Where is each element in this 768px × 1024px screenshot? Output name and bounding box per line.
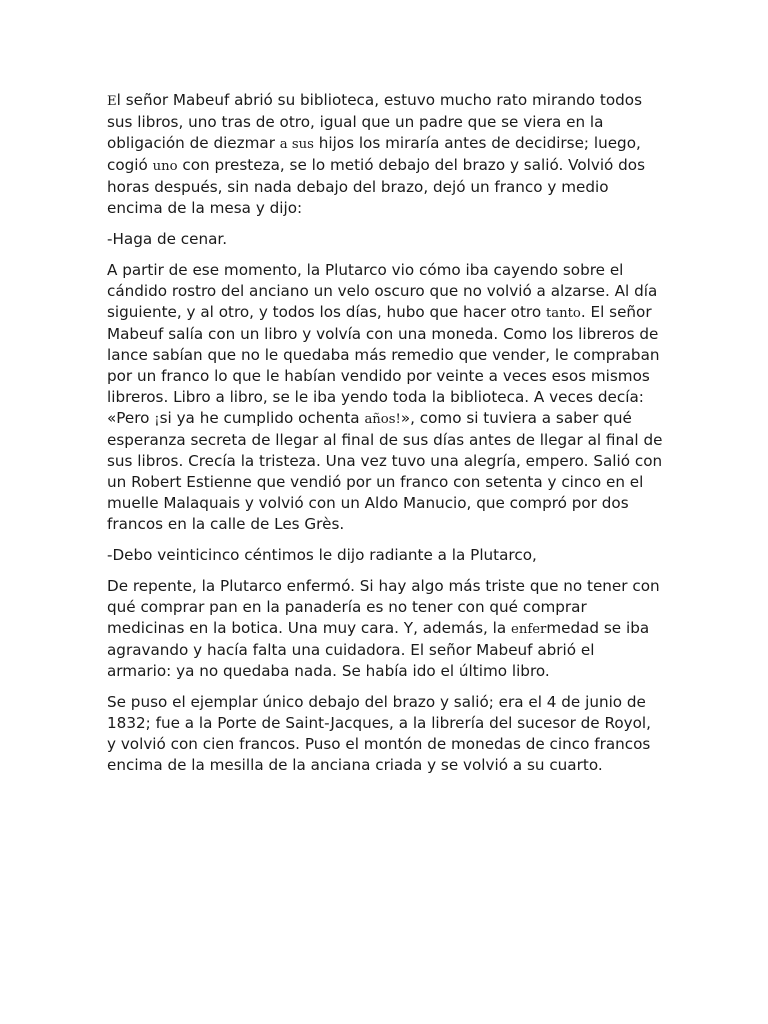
text-segment: -Debo veinticinco céntimos le dijo radiante a la Plutarco, [107, 546, 537, 564]
text-segment: hijos los miraría antes de decidirse; luego, cogió [107, 134, 641, 174]
paragraph [107, 576, 663, 682]
text-segment: . El señor Mabeuf salía con un libro y volvía con una moneda. Como los libreros de lance sabían que no le quedaba más remedio que vender, le compraban por un franco lo que le habían vendido por veinte a veces esos mismos libreros. Libro a libro, se le iba yendo toda la biblioteca. A veces decía: «Pero [107, 303, 660, 427]
text-segment: enfer [511, 622, 547, 637]
text-segment: A partir de ese momento, la Plutarco vio cómo iba cayendo sobre el cándido rostro del anciano un velo oscuro que no volvió a alzarse. Al día siguiente, y al otro, y todos los días, hubo que hacer otro [107, 261, 658, 321]
paragraph [107, 260, 663, 535]
paragraph [107, 545, 663, 566]
text-segment: con presteza, se lo metió debajo del brazo y salió. Volvió dos horas después, sin nada debajo del brazo, dejó un franco y medio encima de la mesa y dijo: [107, 156, 646, 217]
text-segment: uno [152, 159, 178, 174]
text-segment: », como si tuviera a saber qué esperanza secreta de llegar al final de sus días antes de llegar al final de sus libros. Crecía la tristeza. Una vez tuvo una alegría, empero. Salió con un Robert Estienne que vendió por un franco con setenta y cinco en el muelle Malaquais y volvió con un Aldo Manucio, que compró por dos francos en la calle de Les Grès. [107, 409, 663, 533]
text-segment: si ya he cumplido ochenta [159, 409, 365, 427]
text-segment: E [107, 94, 117, 109]
text-segment: -Haga de cenar. [107, 230, 228, 248]
document-body [107, 90, 663, 786]
text-segment: Se puso el ejemplar único debajo del brazo y salió; era el 4 de junio de 1832; fue a la Porte de Saint-Jacques, a la librería del sucesor de Royol, y volvió con cien francos. Puso el montón de monedas de cinco francos encima de la mesilla de la anciana criada y se volvió a su cuarto. [107, 693, 651, 774]
text-segment: De repente, la Plutarco enfermó. Si hay algo más triste que no tener con qué comprar pan en la panadería es no tener con qué comprar medicinas en la botica. Una muy cara. Y, además, la [107, 577, 660, 637]
text-segment: años! [364, 412, 401, 427]
paragraph [107, 90, 663, 219]
paragraph [107, 229, 663, 250]
text-segment: tanto [545, 306, 581, 321]
text-segment: medad se iba agravando y hacía falta una cuidadora. El señor Mabeuf abrió el armario: ya no quedaba nada. Se había ido el último libro. [107, 619, 650, 680]
text-segment: ¡ [154, 412, 160, 427]
text-segment: a sus [279, 137, 314, 152]
paragraph [107, 692, 663, 776]
text-segment: l señor Mabeuf abrió su biblioteca, estuvo mucho rato mirando todos sus libros, uno tras de otro, igual que un padre que se viera en la obligación de diezmar [107, 91, 642, 152]
